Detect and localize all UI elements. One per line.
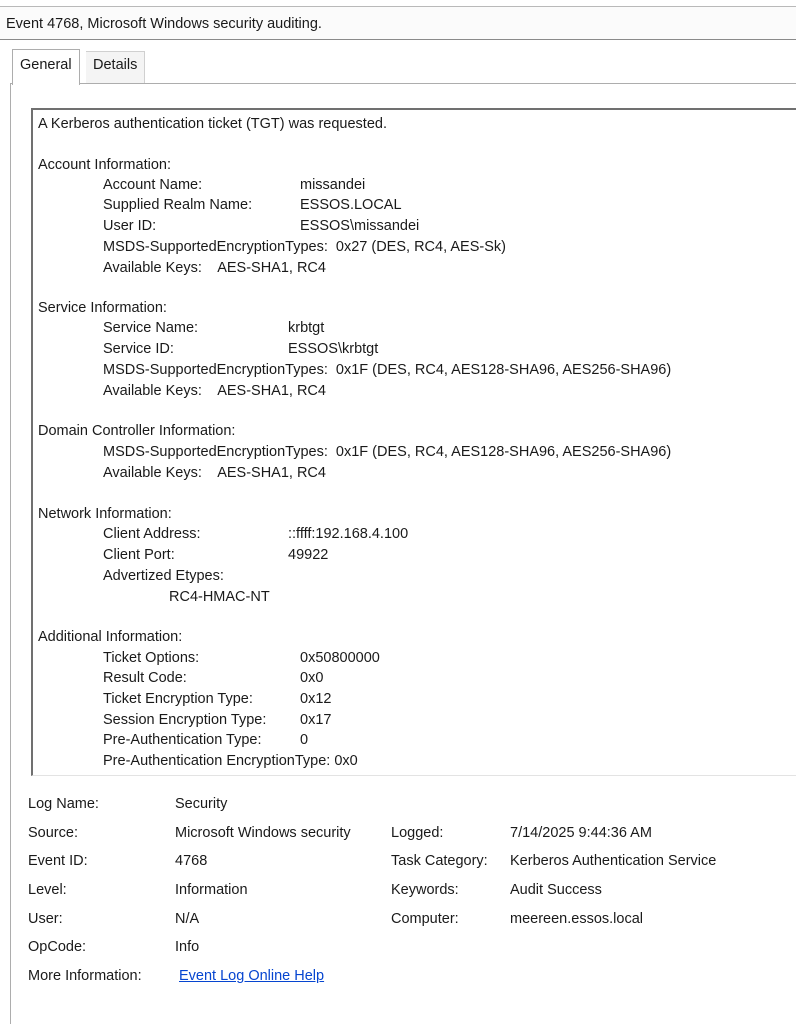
service-name-value: krbtgt [288, 320, 325, 336]
etypes-label: Advertized Etypes: [103, 568, 224, 584]
account-available-keys: Available Keys: AES-SHA1, RC4 [103, 260, 326, 276]
client-address-value: ::ffff:192.168.4.100 [288, 526, 409, 542]
session-enc-label: Session Encryption Type: [103, 712, 267, 728]
preauth-type-value: 0 [300, 732, 309, 748]
level-value: Information [175, 882, 248, 898]
task-category-value: Kerberos Authentication Service [510, 853, 717, 869]
source-label: Source: [28, 825, 78, 841]
realm-label: Supplied Realm Name: [103, 197, 253, 213]
log-name-value: Security [175, 796, 228, 812]
network-heading: Network Information: [38, 506, 172, 522]
computer-label: Computer: [391, 911, 459, 927]
dc-heading: Domain Controller Information: [38, 423, 236, 439]
logged-label: Logged: [391, 825, 444, 841]
ticket-options-label: Ticket Options: [103, 650, 200, 666]
preauth-type-label: Pre-Authentication Type: [103, 732, 262, 748]
result-code-value: 0x0 [300, 670, 324, 686]
event-log-online-help-link[interactable]: Event Log Online Help [179, 968, 325, 984]
service-id-value: ESSOS\krbtgt [288, 341, 379, 357]
session-enc-value: 0x17 [300, 712, 332, 728]
dc-available-keys: Available Keys: AES-SHA1, RC4 [103, 465, 326, 481]
opcode-value: Info [175, 939, 200, 955]
client-address-label: Client Address: [103, 526, 201, 542]
user-id-value: ESSOS\missandei [300, 218, 420, 234]
ticket-options-value: 0x50800000 [300, 650, 380, 666]
user-value: N/A [175, 911, 200, 927]
dc-enc-types: MSDS-SupportedEncryptionTypes: 0x1F (DES, RC4, AES128-SHA96, AES256-SHA96) [103, 444, 672, 460]
client-port-label: Client Port: [103, 547, 175, 563]
ticket-enc-label: Ticket Encryption Type: [103, 691, 253, 707]
tab-strip [0, 40, 796, 84]
keywords-label: Keywords: [391, 882, 459, 898]
client-port-value: 49922 [288, 547, 329, 563]
ticket-enc-value: 0x12 [300, 691, 332, 707]
service-enc-types: MSDS-SupportedEncryptionTypes: 0x1F (DES, RC4, AES128-SHA96, AES256-SHA96) [103, 362, 672, 378]
window-title-bar [0, 6, 796, 40]
account-heading: Account Information: [38, 157, 171, 173]
source-value: Microsoft Windows security [175, 825, 351, 841]
more-info-label: More Information: [28, 968, 142, 984]
account-name-value: missandei [300, 177, 366, 193]
realm-value: ESSOS.LOCAL [300, 197, 402, 213]
result-code-label: Result Code: [103, 670, 187, 686]
task-category-label: Task Category: [391, 853, 488, 869]
description-headline: A Kerberos authentication ticket (TGT) was requested. [38, 116, 387, 132]
logged-value: 7/14/2025 9:44:36 AM [510, 825, 652, 841]
service-heading: Service Information: [38, 300, 167, 316]
additional-heading: Additional Information: [38, 629, 183, 645]
account-enc-types: MSDS-SupportedEncryptionTypes: 0x27 (DES, RC4, AES-Sk) [103, 239, 506, 255]
tab-details[interactable]: Details [86, 51, 145, 83]
log-name-label: Log Name: [28, 796, 99, 812]
preauth-enc-line: Pre-Authentication EncryptionType: 0x0 [103, 753, 358, 769]
event-description-box[interactable] [31, 108, 796, 776]
event-id-label: Event ID: [28, 853, 88, 869]
service-name-label: Service Name: [103, 320, 199, 336]
service-available-keys: Available Keys: AES-SHA1, RC4 [103, 383, 326, 399]
window-title: Event 4768, Microsoft Windows security auditing. [6, 16, 322, 32]
tab-general[interactable]: General [12, 49, 80, 85]
general-tab-page [10, 83, 796, 1024]
user-id-label: User ID: [103, 218, 157, 234]
level-label: Level: [28, 882, 67, 898]
account-name-label: Account Name: [103, 177, 203, 193]
opcode-label: OpCode: [28, 939, 87, 955]
keywords-value: Audit Success [510, 882, 602, 898]
computer-value: meereen.essos.local [510, 911, 643, 927]
user-label: User: [28, 911, 63, 927]
event-id-value: 4768 [175, 853, 208, 869]
service-id-label: Service ID: [103, 341, 174, 357]
etype-value: RC4-HMAC-NT [169, 589, 270, 605]
